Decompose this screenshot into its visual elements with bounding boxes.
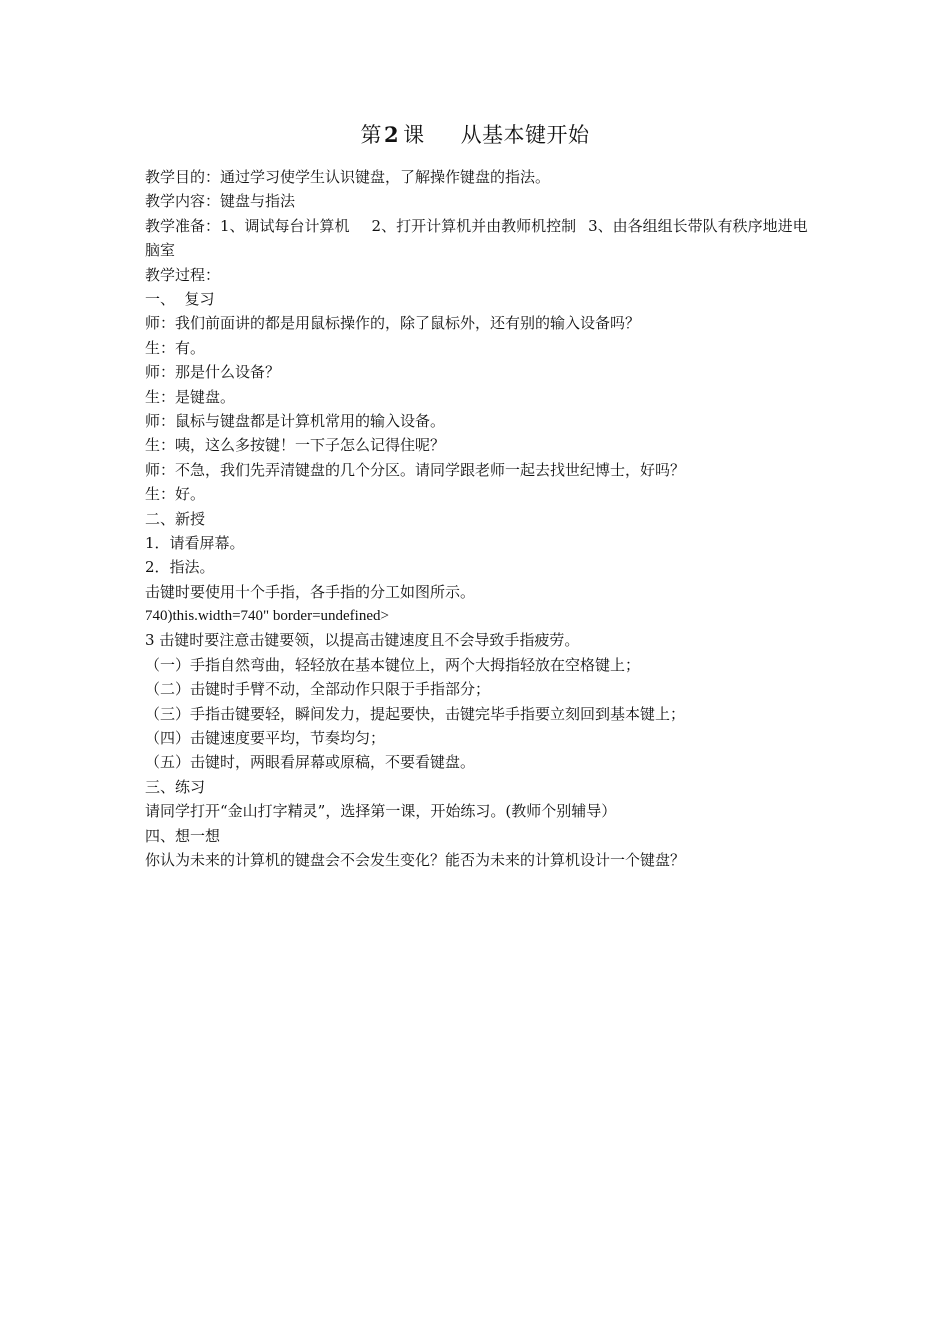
rule-item: （四）击键速度要平均，节奏均匀； [145, 729, 386, 748]
dialogue-line: 生：有。 [145, 338, 206, 357]
teaching-content: 教学内容：键盘与指法 [145, 192, 296, 211]
title-prefix: 第 [360, 123, 382, 147]
think-question: 你认为未来的计算机的键盘会不会发生变化？能否为未来的计算机设计一个键盘？ [145, 850, 686, 869]
dialogue-line: 师：鼠标与键盘都是计算机常用的输入设备。 [145, 411, 446, 430]
dialogue-line: 师：那是什么设备？ [145, 363, 281, 382]
dialogue-line: 生：好。 [145, 485, 206, 504]
section-review-heading: 一、 复习 [145, 289, 215, 308]
teaching-goal: 教学目的：通过学习使学生认识键盘，了解操作键盘的指法。 [145, 168, 551, 186]
rule-item: （二）击键时手臂不动，全部动作只限于手指部分； [145, 680, 491, 699]
numbered-item: 1．请看屏幕。 [145, 533, 245, 552]
title-suffix: 课 [403, 123, 425, 147]
prep-item-2: 2、打开计算机并由教师机控制 [371, 216, 577, 235]
lesson-title [0, 120, 950, 150]
section-practice-heading: 三、练习 [145, 777, 206, 796]
practice-instruction: 请同学打开“金山打字精灵”，选择第一课，开始练习。(教师个别辅导） [145, 802, 617, 821]
fingering-description: 击键时要使用十个手指，各手指的分工如图所示。 [145, 582, 476, 601]
numbered-item: 2．指法。 [145, 558, 215, 577]
dialogue-line: 师：我们前面讲的都是用鼠标操作的，除了鼠标外，还有别的输入设备吗？ [145, 314, 641, 333]
prep-item-1: 教学准备：1、调试每台计算机 [145, 216, 350, 235]
rule-item: （三）手指击键要轻，瞬间发力，提起要快，击键完毕手指要立刻回到基本键上； [145, 704, 686, 723]
title-number: 2 [383, 122, 400, 147]
teaching-process-heading: 教学过程： [145, 265, 221, 284]
numbered-item: 3 击键时要注意击键要领，以提高击键速度且不会导致手指疲劳。 [145, 631, 580, 650]
dialogue-line: 师：不急，我们先弄清键盘的几个分区。请同学跟老师一起去找世纪博士，好吗？ [145, 460, 686, 479]
dialogue-line: 生：是键盘。 [145, 387, 236, 406]
dialogue-line: 生：咦，这么多按键！一下子怎么记得住呢？ [145, 436, 446, 455]
broken-image-markup: 740)this.width=740" border=undefined> [145, 608, 389, 625]
rule-item: （五）击键时，两眼看屏幕或原稿，不要看键盘。 [145, 753, 476, 772]
title-name: 从基本键开始 [460, 123, 590, 147]
rule-item: （一）手指自然弯曲，轻轻放在基本键位上，两个大拇指轻放在空格键上； [145, 655, 641, 674]
teaching-preparation [145, 214, 815, 263]
prep-item-3: 3、由各组组长带队有秩序地进电脑室 [145, 216, 808, 260]
section-think-heading: 四、想一想 [145, 826, 221, 845]
section-new-heading: 二、新授 [145, 509, 206, 528]
lesson-body [145, 165, 815, 872]
